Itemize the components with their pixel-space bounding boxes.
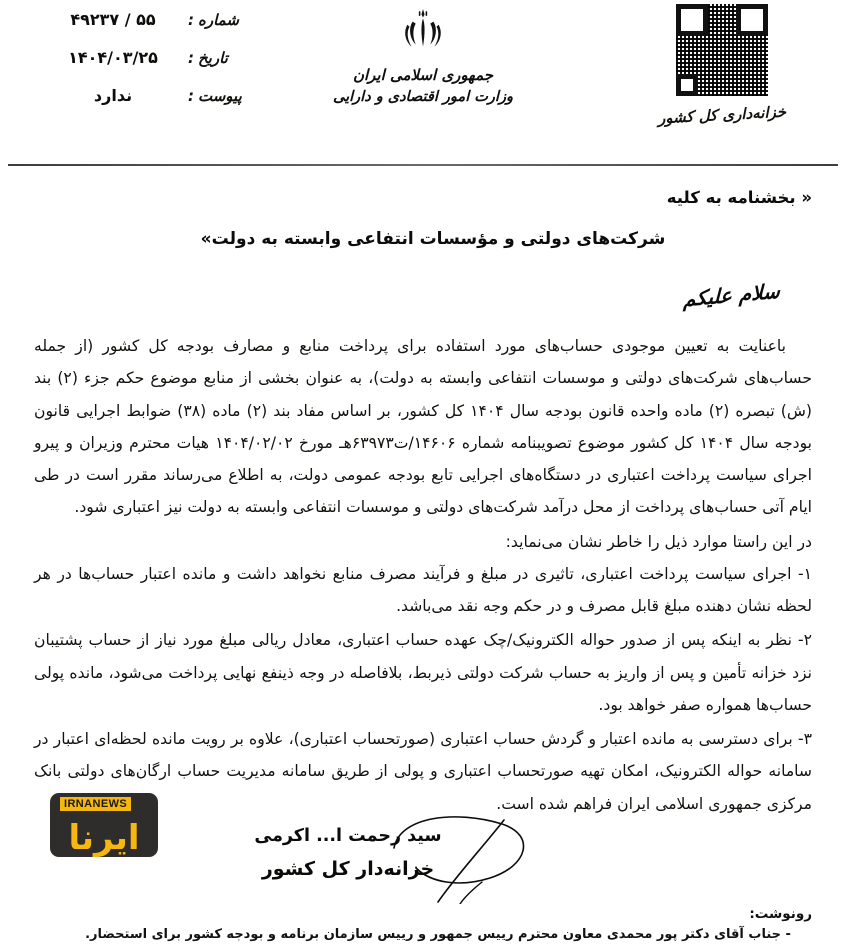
ministry-name: وزارت امور اقتصادی و دارایی (333, 88, 513, 105)
letter-attachment-value: ندارد (93, 86, 133, 105)
irna-wordmark-latin: IRNANEWS (60, 797, 131, 811)
document-body (34, 330, 812, 822)
handwritten-salutation: سلام علیکم (682, 278, 781, 312)
carbon-copy-item: - جناب آقای دکتر پور محمدی معاون محترم رییس جمهور و رییس سازمان برنامه و بودجه کشور برای استحضار. (85, 927, 791, 942)
body-paragraph-2: در این راستا موارد ذیل را خاطر نشان می‌نماید: (505, 532, 812, 551)
meta-row-number (38, 10, 274, 48)
document-title (0, 188, 846, 249)
handwritten-signature-icon (386, 808, 546, 904)
treasury-qr-block (642, 4, 802, 128)
meta-row-attachment (38, 86, 274, 124)
irna-wordmark-persian: ایرنا (68, 818, 140, 857)
header-divider (8, 164, 838, 166)
carbon-copy-heading: رونوشت: (749, 906, 812, 922)
letter-attachment-label: پیوست: (188, 87, 242, 105)
body-paragraph-1: باعنایت به تعیین موجودی حساب‌های مورد استفاده برای پرداخت منابع و مصارف بودجه کل کشور (از جمله حساب‌های شرکت‌های دولتی و موسسات انتفاعی وابسته به دولت)، به عنوان بخشی از منابع موضوع حکم جزء (۲) بند (ش) تبصره (۲) ماده واحده قانون بودجه سال ۱۴۰۴ کل کشور، بر اساس مفاد بند (۲) ماده (۳۸) ضوابط اجرایی قانون بودجه سال ۱۴۰۴ کل کشور موضوع تصویبنامه شماره ۱۴۶۰۶/ت۶۳۹۷۳هـ مورخ ۱۴۰۴/۰۲/۰۲ هیات محترم وزیران و پیرو اجرای سیاست پرداخت اعتباری در دستگاه‌های اجرایی تابع بودجه عمومی دولت، به اطلاع می‌رساند مقرر است در طی ایام آتی حساب‌های پرداخت از محل درآمد شرکت‌های دولتی و موسسات انتفاعی وابسته به دولت نیز اعتباری شود. (34, 337, 812, 517)
letter-meta-block (38, 10, 274, 124)
iran-emblem-icon (397, 6, 449, 58)
signatory-title: خزانه‌دار کل کشور (261, 858, 435, 880)
emblem-block (273, 6, 573, 108)
carbon-copy-block (34, 906, 812, 942)
body-item-3: ۳- برای دسترسی به مانده اعتبار و گردش حساب اعتباری (صورتحساب اعتباری)، علاوه بر رویت مانده لحظه‌ای اعتبار در سامانه حواله الکترونیک، امکان تهیه صورتحساب اعتباری و پولی از طریق سامانه مدیریت حساب ارگان‌های دولتی بانک مرکزی جمهوری اسلامی ایران فراهم شده است. (34, 730, 812, 813)
organization-name: جمهوری اسلامی ایران (352, 66, 494, 84)
letter-number-label: شماره: (188, 11, 239, 29)
letter-date-label: تاریخ: (188, 49, 228, 67)
body-item-2: ۲- نظر به اینکه پس از صدور حواله الکترونیک/چک عهده حساب اعتباری، معادل ریالی مبلغ مورد نیاز از حساب پشتیبان نزد خزانه تأمین و پس از واریز به حساب شرکت دولتی ذیربط، بلافاصله در وجه ذینفع نهایی پرداخت می‌شود، مانده پولی حساب‌ها همواره صفر خواهد بود. (34, 631, 812, 714)
title-line-1: « بخشنامه به کلیه (666, 188, 812, 207)
treasury-caption: خزانه‌داری کل کشور (657, 102, 787, 128)
meta-row-date (38, 48, 274, 86)
signature-block (0, 826, 846, 880)
letterhead (0, 0, 846, 166)
qr-code-icon[interactable] (676, 4, 768, 96)
title-line-2: شرکت‌های دولتی و مؤسسات انتفاعی وابسته به دولت» (200, 229, 666, 249)
letter-number-value: ۴۹۲۳۷ / ۵۵ (70, 10, 156, 29)
letter-date-value: ۱۴۰۴/۰۳/۲۵ (68, 48, 158, 67)
body-item-1: ۱- اجرای سیاست پرداخت اعتباری، تاثیری در مبلغ و فرآیند مصرف منابع نخواهد داشت و مانده اعتبار حساب‌ها در هر لحظه نشان دهنده مبلغ قابل مصرف و در حکم وجه نقد می‌باشد. (34, 564, 812, 616)
signatory-name: سید رحمت ا... اکرمی (254, 826, 442, 846)
